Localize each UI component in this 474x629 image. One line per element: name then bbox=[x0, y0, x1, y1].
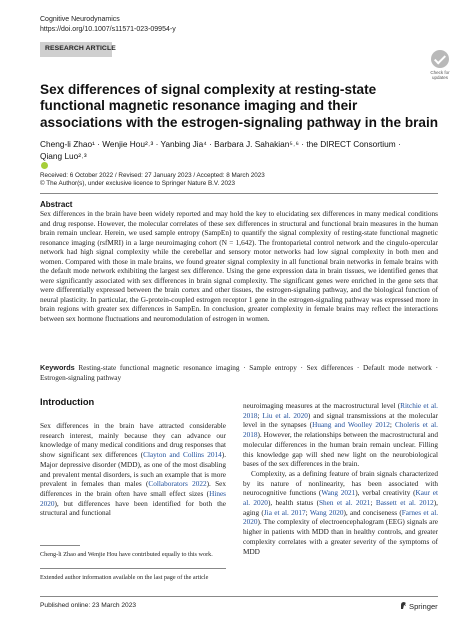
abstract-text: Sex differences in the brain have been widely reported and may hold the key to elucidating sex differences in many medical conditions and drug response. However, the molecular correlates of these sex differences in structural and functional brain measures in the human brain remain unclear. Herein, we used sample entropy (SampEn) to quantify the signal complexity of resting-state functional magnetic resonance imaging (rsfMRI) in a large neuroimaging cohort (N = 1,642). The frontoparietal control network and the cingulo-opercular network had high signal complexity while the cerebellar and sensory motor networks had low signal complexity in both men and women. Compared with those in male brains, we found greater signal complexity in all functional brain networks in female brains with the default mode network exhibiting the largest sex difference. Using the gene expression data in brain tissues, we identified genes that were significantly associated with sex differences in brain signal complexity. The significant genes were enriched in the gene sets that were differentially expressed between the brain cortex and other tissues, the estrogen-signaling pathway, and the biological function of neural plasticity. In particular, the G-protein-coupled estrogen receptor 1 gene in the estrogen-signaling pathway was expressed more in brain regions with greater sex differences in SampEn. In conclusion, greater complexity in female brains may reflect the interactions between sex hormone fluctuations and neuromodulation of estrogen in women. bbox=[40, 210, 438, 324]
citation-link[interactable]: Wang 2021 bbox=[321, 489, 356, 498]
intro-paragraph-1: Sex differences in the brain have attracted considerable research interest, mainly because they can advance our knowledge of many medical conditions and drug responses that show significant sex differences (Clayton and Collins 2014). Major depressive disorder (MDD), as one of the most disabling and prevalent mental disorders, is such an example that is more prevalent in females than males (Collaborators 2022). Sex differences in the brain often have small effect sizes (Hines 2020), but differences have been identified for both the structural and functional bbox=[40, 422, 227, 518]
abstract-heading: Abstract bbox=[40, 200, 73, 209]
footnote-extended-info: Extended author information available on the last page of the article bbox=[40, 574, 209, 581]
copyright-line: © The Author(s), under exclusive licence to Springer Nature B.V. 2023 bbox=[40, 180, 236, 188]
citation-link[interactable]: Kaur et al. 2020 bbox=[243, 489, 438, 508]
citation-link[interactable]: Shen et al. 2021 bbox=[318, 499, 371, 508]
footer-divider bbox=[40, 596, 438, 597]
footnote-divider-2 bbox=[40, 568, 226, 569]
springer-horse-icon bbox=[400, 601, 407, 610]
published-date: Published online: 23 March 2023 bbox=[40, 602, 137, 609]
citation-link[interactable]: Bassett et al. 2012 bbox=[375, 499, 434, 508]
intro-paragraph-2: Complexity, as a defining feature of brain signals characterized by its nature of nonlinearity, has been associated with neurocognitive functions (Wang 2021), verbal creativity (Kaur et al. 2020), health status (Shen et al. 2021; Bassett et al. 2012), aging (Jia et al. 2017; Wang 2020), and conciseness (Farnes et al. 2020). The complexity of electroencephalogram (EEG) signals are higher in patients with MDD than in healthy controls, and greater complexity correlates with a greater severity of the symptoms of MDD bbox=[243, 469, 439, 556]
citation-link[interactable]: Collaborators 2022 bbox=[148, 480, 207, 489]
author-line-1[interactable]: Cheng-li Zhao¹ · Wenjie Hou²˒³ · Yanbing Jia⁴ · Barbara J. Sahakian⁵˒⁶ · the DIRECT Consortium · bbox=[40, 139, 401, 149]
citation-link[interactable]: Ritchie et al. 2018 bbox=[243, 402, 438, 420]
article-title: Sex differences of signal complexity at resting-state functional magnetic resonance imaging and their associations with the estrogen-signaling pathway in the brain bbox=[40, 82, 439, 130]
citation-link[interactable]: Jia et al. 2017 bbox=[263, 508, 306, 517]
citation-link[interactable]: Farnes et al. 2020 bbox=[243, 508, 439, 527]
body-column-right bbox=[243, 402, 438, 557]
check-updates-label: Check for updates bbox=[430, 70, 450, 80]
divider bbox=[40, 193, 438, 194]
publisher-name: Springer bbox=[409, 602, 438, 611]
history-dates: Received: 6 October 2022 / Revised: 27 January 2023 / Accepted: 8 March 2023 bbox=[40, 172, 265, 179]
citation-link[interactable]: Wang 2020 bbox=[309, 508, 344, 517]
orcid-icon[interactable] bbox=[41, 162, 48, 169]
journal-name: Cognitive Neurodynamics bbox=[40, 16, 120, 23]
citation-link[interactable]: Huang and Woolley 2012 bbox=[312, 421, 390, 430]
check-for-updates-button[interactable] bbox=[426, 50, 454, 80]
section-heading-introduction: Introduction bbox=[40, 397, 95, 407]
keywords-text: Resting-state functional magnetic resonance imaging · Sample entropy · Sex differences · Default mode network · Estrogen-signaling pathway bbox=[40, 364, 438, 382]
footnote-divider bbox=[40, 545, 80, 546]
citation-link[interactable]: Hines 2020 bbox=[40, 489, 226, 508]
intro-paragraph-1-cont: neuroimaging measures at the macrostructural level (Ritchie et al. 2018; Liu et al. 2020) and signal transmissions at the molecular level in the synapses (Huang and Woolley 2012; Choleris et al. 2018). However, the relationships between the macrostructural and molecular differences in the human brain remain unclear. Filling this knowledge gap will shed new light on the neurobiological bases of the sex differences in the brain. bbox=[243, 402, 438, 469]
citation-link[interactable]: Liu et al. 2020 bbox=[262, 411, 308, 420]
article-history bbox=[40, 172, 265, 189]
doi-link[interactable]: https://doi.org/10.1007/s11571-023-09954-y bbox=[40, 26, 176, 33]
author-list bbox=[40, 138, 420, 169]
publisher-logo bbox=[400, 601, 438, 611]
citation-link[interactable]: Clayton and Collins 2014 bbox=[143, 451, 222, 460]
keywords bbox=[40, 363, 438, 383]
citation-link[interactable]: Choleris et al. 2018 bbox=[243, 421, 438, 440]
article-type-label: RESEARCH ARTICLE bbox=[45, 45, 116, 52]
check-updates-icon bbox=[431, 50, 449, 68]
body-column-left bbox=[40, 422, 226, 519]
author-line-2[interactable]: Qiang Luo²˒³ bbox=[40, 150, 420, 169]
keywords-label: Keywords bbox=[40, 363, 75, 372]
footnote-equal-contribution: Cheng-li Zhao and Wenjie Hou have contributed equally to this work. bbox=[40, 551, 213, 558]
